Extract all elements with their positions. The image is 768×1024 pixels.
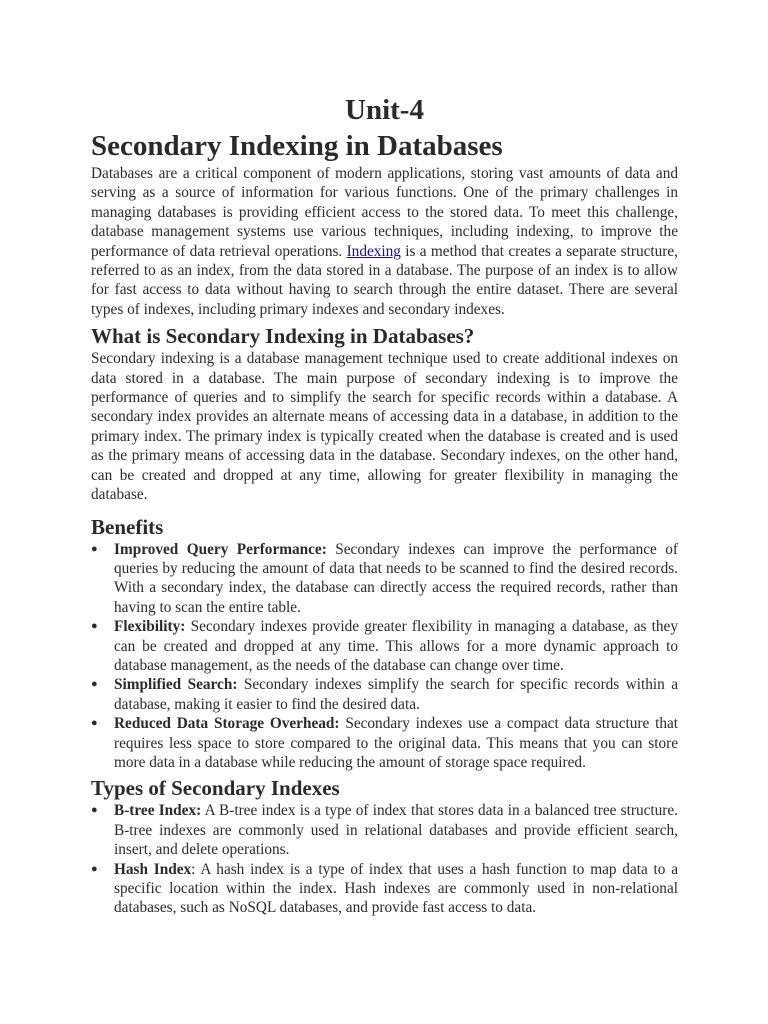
bullet-icon: ● xyxy=(91,678,98,691)
intro-paragraph xyxy=(91,164,678,319)
intro-text-after-link: is a method that creates a separate structure, referred to as an index, from the data stored in a database. The purpose of an index is to allow for fast access to data without having to search through the entire dataset. There are several types of indexes, including primary indexes and secondary indexes. xyxy=(91,242,678,318)
list-item-term: Improved Query Performance: xyxy=(114,540,327,558)
list-item-text: Secondary indexes provide greater flexibility in managing a database, as they can be created and dropped at any time. This allows for a more dynamic approach to database management, as the needs of the database can change over time. xyxy=(114,618,678,674)
bullet-icon: ● xyxy=(91,717,98,730)
types-list xyxy=(91,801,678,917)
list-item-term: Hash Index xyxy=(114,860,192,878)
benefits-list xyxy=(91,540,678,773)
bullet-icon: ● xyxy=(91,804,98,817)
list-item xyxy=(91,801,678,859)
bullet-icon: ● xyxy=(91,542,98,555)
list-item xyxy=(91,675,678,714)
list-item-term: Flexibility: xyxy=(114,618,186,636)
bullet-icon: ● xyxy=(91,620,98,633)
list-item-term: Simplified Search: xyxy=(114,676,238,694)
list-item-text: Secondary indexes can improve the performance of queries by reducing the amount of data that needs to be scanned to find the desired records. With a secondary index, the database can directly access the required records, rather than having to scan the entire table. xyxy=(114,540,678,616)
list-item-term: Reduced Data Storage Overhead: xyxy=(114,715,340,733)
list-item xyxy=(91,860,678,918)
list-item-text: A B-tree index is a type of index that stores data in a balanced tree structure. B-tree indexes are commonly used in relational databases and provide efficient search, insert, and delete operations. xyxy=(114,802,678,859)
list-item-text: Secondary indexes use a compact data structure that requires less space to store compared to the original data. This means that you can store more data in a database while reducing the amount of storage space required. xyxy=(114,715,679,771)
list-item xyxy=(91,617,678,675)
what-is-paragraph: Secondary indexing is a database management technique used to create additional indexes on data stored in a database. The main purpose of secondary indexing is to improve the performance of queries and to simplify the search for specific records within a database. A secondary index provides an alternate means of accessing data in a database, in addition to the primary index. The primary index is typically created when the database is created and is used as the primary means of accessing data in the database. Secondary indexes, on the other hand, can be created and dropped at any time, allowing for greater flexibility in managing the database. xyxy=(91,350,678,504)
benefits-heading: Benefits xyxy=(91,514,164,539)
unit-heading: Unit-4 xyxy=(345,94,424,126)
what-is-heading: What is Secondary Indexing in Databases? xyxy=(91,324,475,349)
list-item xyxy=(91,714,678,772)
list-item-text: : A hash index is a type of index that uses a hash function to map data to a specific location within the index. Hash indexes are commonly used in non-relational databases, such as NoSQL databases, and provide fast access to data. xyxy=(114,860,678,917)
bullet-icon: ● xyxy=(91,862,98,875)
types-heading: Types of Secondary Indexes xyxy=(91,776,340,801)
list-item-text: Secondary indexes simplify the search for specific records within a database, making it easier to find the desired data. xyxy=(114,676,678,713)
page-title: Secondary Indexing in Databases xyxy=(91,130,503,162)
list-item xyxy=(91,540,678,618)
intro-text-before-link: Databases are a critical component of modern applications, storing vast amounts of data and serving as a source of information for various functions. One of the primary challenges in managing databases is providing efficient access to the stored data. To meet this challenge, database management systems use various techniques, including indexing, to improve the performance of data retrieval operations. xyxy=(91,165,678,260)
indexing-link[interactable]: Indexing xyxy=(346,242,401,260)
list-item-term: B-tree Index: xyxy=(114,802,202,820)
